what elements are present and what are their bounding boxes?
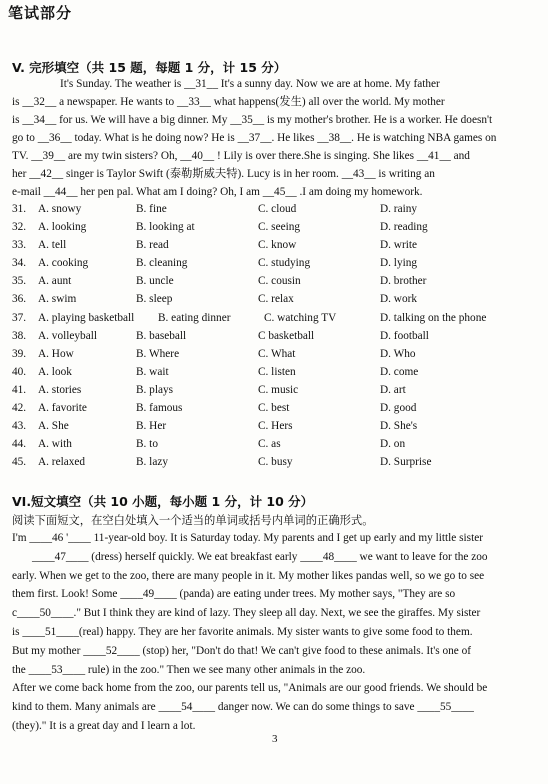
option-d: D. art bbox=[380, 383, 406, 396]
option-row bbox=[12, 438, 536, 456]
option-row bbox=[12, 420, 536, 438]
option-c: C basketball bbox=[258, 329, 315, 342]
option-b: B. famous bbox=[136, 402, 183, 415]
section-header: 笔试部分 bbox=[8, 4, 73, 22]
passage-line: ____47____ (dress) herself quickly. We eat breakfast early ____48____ we want to leave for the zoo bbox=[32, 550, 488, 563]
option-row bbox=[12, 366, 536, 384]
option-row bbox=[12, 402, 536, 420]
option-d: D. write bbox=[380, 239, 418, 252]
option-c: C. best bbox=[258, 402, 290, 415]
passage-line: c____50____." But I think they are kind of lazy. They sleep all day. Next, we see the giraffes. My sister bbox=[12, 607, 481, 620]
option-a: A. look bbox=[38, 365, 72, 378]
question-number: 40. bbox=[12, 365, 27, 378]
section-6-passage bbox=[12, 529, 536, 736]
option-b: B. to bbox=[136, 438, 158, 451]
option-a: A. cooking bbox=[38, 257, 89, 270]
option-a: A. relaxed bbox=[38, 456, 86, 469]
section-6-title: VI.短文填空（共 10 小题，每小题 1 分，计 10 分） bbox=[12, 494, 314, 509]
option-b: B. lazy bbox=[136, 456, 168, 469]
question-number: 39. bbox=[12, 347, 27, 360]
option-row bbox=[12, 275, 536, 293]
option-b: B. wait bbox=[136, 365, 169, 378]
passage-line: is ____51____(real) happy. They are her favorite animals. My sister wants to give some food to them. bbox=[12, 625, 473, 638]
passage-line: After we come back home from the zoo, our parents tell us, "Animals are our good friends. We should be bbox=[12, 682, 488, 695]
option-row bbox=[12, 221, 536, 239]
question-number: 45. bbox=[12, 456, 27, 469]
section-5-options bbox=[12, 203, 536, 474]
option-row bbox=[12, 348, 536, 366]
passage-line: But my mother ____52____ (stop) her, "Don't do that! We can't give food to these animals. It's one of bbox=[12, 644, 472, 657]
option-c: C. studying bbox=[258, 257, 311, 270]
passage-line: It's Sunday. The weather is __31__ It's a sunny day. Now we are at home. My father bbox=[60, 78, 440, 90]
option-d: D. Surprise bbox=[380, 456, 432, 469]
option-c: C. watching TV bbox=[264, 311, 337, 324]
question-number: 37. bbox=[12, 311, 27, 324]
option-a: A. volleyball bbox=[38, 329, 97, 342]
option-c: C. Hers bbox=[258, 420, 293, 433]
passage-line: early. When we get to the zoo, there are many people in it. My mother likes pandas well, so we go to see bbox=[12, 569, 485, 582]
question-number: 31. bbox=[12, 203, 27, 215]
option-c: C. What bbox=[258, 347, 296, 360]
option-c: C. music bbox=[258, 383, 299, 396]
option-c: C. cousin bbox=[258, 275, 301, 288]
option-d: D. on bbox=[380, 438, 406, 451]
question-number: 43. bbox=[12, 420, 27, 433]
option-b: B. sleep bbox=[136, 293, 173, 306]
option-d: D. brother bbox=[380, 275, 427, 288]
option-d: D. football bbox=[380, 329, 429, 342]
passage-line: her __42__ singer is Taylor Swift (泰勒斯威夫特). Lucy is in her room. __43__ is writing an bbox=[12, 168, 435, 180]
option-a: A. stories bbox=[38, 383, 82, 396]
option-b: B. Her bbox=[136, 420, 167, 433]
section-6-instruction: 阅读下面短文，在空白处填入一个适当的单词或括号内单词的正确形式。 bbox=[12, 514, 374, 527]
passage-line: TV. __39__ are my twin sisters? Oh, __40__ ! Lily is over there.She is singing. She likes __41__ and bbox=[12, 150, 470, 162]
option-d: D. come bbox=[380, 365, 419, 378]
option-a: A. favorite bbox=[38, 402, 87, 415]
passage-line: kind to them. Many animals are ____54____ danger now. We can do some things to save ____55____ bbox=[12, 701, 474, 714]
option-a: A. with bbox=[38, 438, 72, 451]
option-c: C. busy bbox=[258, 456, 293, 469]
option-d: D. reading bbox=[380, 221, 428, 234]
option-row bbox=[12, 330, 536, 348]
option-row bbox=[12, 384, 536, 402]
option-b: B. eating dinner bbox=[158, 311, 231, 324]
option-c: C. relax bbox=[258, 293, 294, 306]
section-5-title: V. 完形填空（共 15 题，每题 1 分，计 15 分） bbox=[12, 60, 287, 75]
option-c: C. know bbox=[258, 239, 297, 252]
option-d: D. lying bbox=[380, 257, 418, 270]
passage-line: the ____53____ rule) in the zoo." Then we see many other animals in the zoo. bbox=[12, 663, 366, 676]
option-d: D. She's bbox=[380, 420, 418, 433]
passage-line: is __32__ a newspaper. He wants to __33__ what happens(发生) all over the world. My mother bbox=[12, 96, 445, 108]
option-a: A. looking bbox=[38, 221, 87, 234]
question-number: 41. bbox=[12, 383, 27, 396]
question-number: 34. bbox=[12, 257, 27, 270]
option-c: C. cloud bbox=[258, 203, 297, 215]
option-c: C. seeing bbox=[258, 221, 301, 234]
page-number: 3 bbox=[272, 733, 278, 745]
option-b: B. looking at bbox=[136, 221, 195, 234]
option-c: C. listen bbox=[258, 365, 296, 378]
option-a: A. swim bbox=[38, 293, 77, 306]
option-a: A. playing basketball bbox=[38, 311, 135, 324]
question-number: 36. bbox=[12, 293, 27, 306]
question-number: 38. bbox=[12, 329, 27, 342]
option-row bbox=[12, 239, 536, 257]
option-b: B. baseball bbox=[136, 329, 187, 342]
option-b: B. plays bbox=[136, 383, 174, 396]
option-a: A. snowy bbox=[38, 203, 82, 215]
option-a: A. aunt bbox=[38, 275, 72, 288]
question-number: 44. bbox=[12, 438, 27, 451]
option-d: D. good bbox=[380, 402, 417, 415]
option-row bbox=[12, 257, 536, 275]
option-d: D. rainy bbox=[380, 203, 418, 215]
option-b: B. fine bbox=[136, 203, 167, 215]
option-a: A. She bbox=[38, 420, 69, 433]
passage-line: I'm ____46 '____ 11-year-old boy. It is Saturday today. My parents and I get up early and my little sister bbox=[12, 532, 483, 544]
option-row bbox=[12, 203, 536, 221]
option-b: B. uncle bbox=[136, 275, 174, 288]
option-d: D. Who bbox=[380, 347, 416, 360]
option-b: B. Where bbox=[136, 347, 180, 360]
question-number: 35. bbox=[12, 275, 27, 288]
option-d: D. talking on the phone bbox=[380, 311, 487, 324]
section-5-passage bbox=[12, 75, 536, 201]
option-a: A. tell bbox=[38, 239, 67, 252]
passage-line: them first. Look! Some ____49____ (panda) are eating under trees. My mother says, "They are so bbox=[12, 588, 456, 601]
option-row bbox=[12, 312, 536, 330]
option-d: D. work bbox=[380, 293, 418, 306]
option-row bbox=[12, 293, 536, 311]
passage-line: go to __36__ today. What is he doing now? He is __37__. He likes __38__. He is watching NBA games on bbox=[12, 132, 497, 144]
passage-line: (they)." It is a great day and I learn a lot. bbox=[12, 719, 196, 732]
passage-line: is __34__ for us. We will have a big dinner. My __35__ is my mother's brother. He is a worker. He doesn't bbox=[12, 114, 493, 126]
passage-line: e-mail __44__ her pen pal. What am I doing? Oh, I am __45__ .I am doing my homework. bbox=[12, 186, 423, 198]
question-number: 33. bbox=[12, 239, 27, 252]
question-number: 42. bbox=[12, 402, 27, 415]
question-number: 32. bbox=[12, 221, 27, 234]
option-a: A. How bbox=[38, 347, 74, 360]
option-b: B. read bbox=[136, 239, 169, 252]
option-b: B. cleaning bbox=[136, 257, 188, 270]
option-row bbox=[12, 456, 536, 474]
option-c: C. as bbox=[258, 438, 281, 451]
